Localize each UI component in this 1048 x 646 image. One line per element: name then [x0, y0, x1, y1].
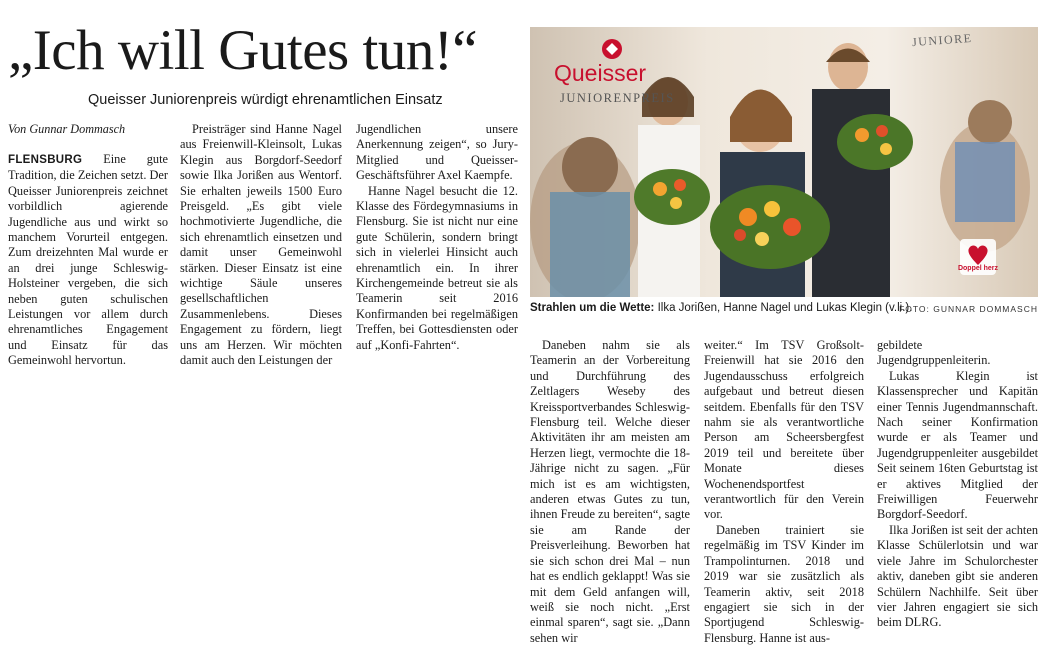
article-column-6	[877, 338, 1038, 631]
article-photo	[530, 27, 1038, 297]
caption-lead: Strahlen um die Wette:	[530, 302, 655, 314]
article-headline: „Ich will Gutes tun!“	[8, 19, 478, 82]
caption-text: Ilka Jorißen, Hanne Nagel und Lukas Klegin (v.li.).	[654, 302, 913, 314]
article-subheadline: Queisser Juniorenpreis würdigt ehrenamtlichen Einsatz	[88, 92, 443, 108]
paragraph: Preisträger sind Hanne Nagel aus Freienwill-Kleinsolt, Lukas Klegin aus Borgdorf-Seedorf sowie Ilka Jorißen aus Wentorf. Sie erhalten jeweils 1500 Euro Preisgeld. „Es gibt viele hochmotivierte Jugendliche, die sich ehrenamtlich einsetzen und damit unser Gemeinwohl stärken. Dieser Einsatz ist eine wichtige Säule unseres gesellschaftlichen Zusammenlebens. Dieses Engagement zu fördern, liegt uns am Herzen. Wir möchten damit auch den Leistungen der	[180, 122, 342, 368]
dateline: FLENSBURG	[8, 154, 83, 166]
article-byline: Von Gunnar Dommasch	[8, 122, 126, 136]
paragraph: gebildete Jugendgruppenleiterin.	[877, 338, 991, 368]
article-column-3	[356, 122, 518, 353]
paragraph: Jugendlichen unsere Anerkennung zeigen“, so Jury-Mitglied und Queisser-Geschäftsführer Axel Kaempfe.	[356, 122, 518, 183]
photo-logo-text: Queisser	[554, 60, 647, 86]
queisser-logo-icon	[602, 39, 622, 59]
article-column-5	[704, 338, 864, 646]
paragraph: Ilka Jorißen ist seit der achten Klasse Schülerlotsin und war viele Jahre im Schulorchester aktiv, daneben gibt sie anderen Schülern Nachhilfe. Seit über vier Jahren engagiert sie sich beim DLRG.	[877, 522, 1038, 630]
article-column-1	[8, 152, 168, 369]
paragraph: Daneben trainiert sie regelmäßig im TSV Kinder im Trampolinturnen. 2018 und 2019 war sie zusätzlich als Teamerin aktiv, seit 2018 engagiert sie sich in der Sportjugend Schleswig-Flensburg. Hanne ist aus-	[704, 522, 864, 645]
paragraph: Lukas Klegin ist Klassensprecher und Kapitän einer Tennis Jugendmannschaft. Nach seiner Konfirmation wurde er als Teamer und Jugendgruppenleiter ausgebildet Seit seinem 16ten Geburtstag ist er aktives Mitglied der Freiwilligen Feuerwehr Borgdorf-Seedorf.	[877, 368, 1038, 522]
photo-banner-text: JUNIORENPREIS	[560, 91, 675, 105]
paragraph: Daneben nahm sie als Teamerin an der Vorbereitung und Durchführung des Zeltlagers Weseby des Kreissportverbandes Schleswig-Flensburg teil. Welche dieser Aktivitäten ihr am meisten am Herzen liegt, vermochte die 18-Jährige nicht zu sagen. „Für mich ist es am wichtigsten, anderen etwas Gutes zu tun, ihnen Freude zu bereiten“, sagte sie am Rande der Preisverleihung. Beworben hat sie sich schon drei Mal – nun hat es endlich geklappt! Was sie mit dem Geld anfangen will, weiß sie noch nicht. „Erst einmal sparen“, sagt sie. „Dann sehen wir	[530, 338, 690, 645]
article-column-4	[530, 338, 690, 646]
paragraph: Eine gute Tradition, die Zeichen setzt. Der Queisser Juniorenpreis zeichnet vorbildlich agierende Jugendliche aus und wirkt so manchem Vorurteil entgegen. Zum dreizehnten Mal wurde er an drei junge Schleswig-Holsteiner vergeben, die sich neben guten schulischen Leistungen vor allem durch ehrenamtliches Engagement und Einsatz für das Gemeinwohl hervortun.	[8, 152, 168, 368]
photo-banner-text-right: JUNIORE	[911, 30, 973, 50]
paragraph: Hanne Nagel besucht die 12. Klasse des Fördegymnasiums in Flensburg. Sie ist nicht nur eine gute Schülerin, sondern bringt sich in vielerlei Hinsicht auch ehrenamtlich ein. In ihrer Kirchengemeinde betreut sie als Teamerin seit 2016 Konfirmanden bei regelmäßigen Treffen, bei Gottesdiensten oder auf „Konfi-Fahrten“.	[356, 183, 518, 352]
article-column-2	[180, 122, 342, 369]
photo-badge-text: Doppel herz	[957, 265, 999, 272]
photo-credit: FOTO: GUNNAR DOMMASCH	[899, 304, 1038, 314]
paragraph: weiter.“ Im TSV Großsolt-Freienwill hat sie 2016 den Jugendausschuss erfolgreich aufgebaut und betreut diesen seitdem. Ebenfalls für den TSV nahm sie als verantwortliche Person am Scheersbergfest 2019 teil und bereitete über Monate dieses Wochenendsportfest verantwortlich für den Verein vor.	[704, 338, 864, 522]
